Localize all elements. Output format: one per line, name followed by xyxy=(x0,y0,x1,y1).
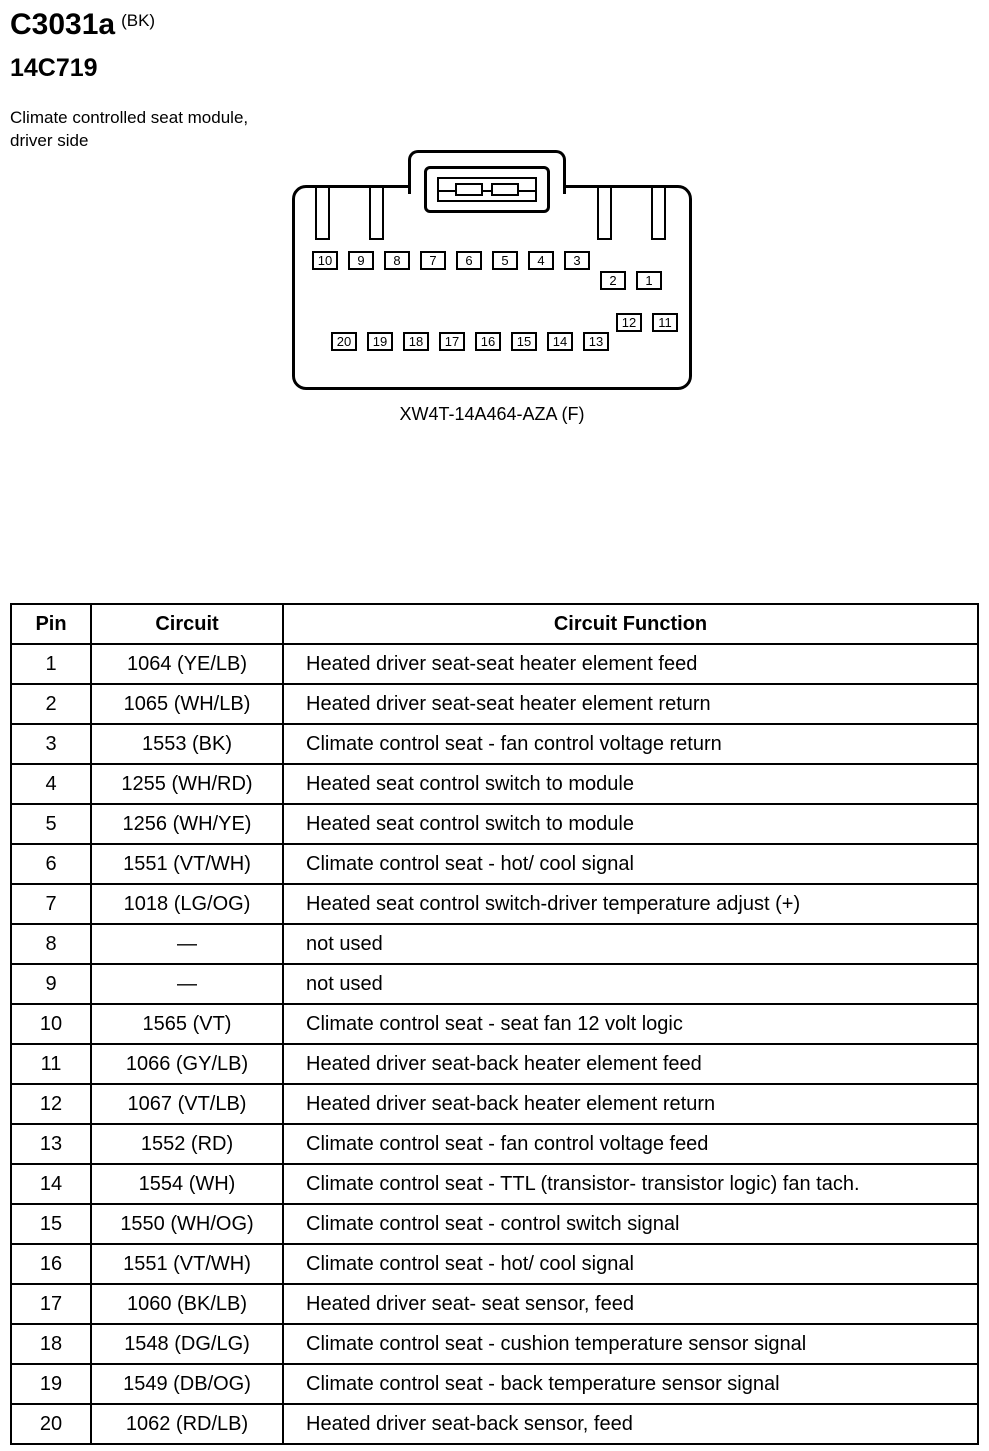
circuit-cell: 1552 (RD) xyxy=(91,1124,283,1164)
table-row xyxy=(11,964,978,1004)
table-row xyxy=(11,884,978,924)
pin-9: 9 xyxy=(348,251,374,270)
pin-cell: 16 xyxy=(11,1244,91,1284)
pin-cell: 14 xyxy=(11,1164,91,1204)
pin-cell: 12 xyxy=(11,1084,91,1124)
pin-10: 10 xyxy=(312,251,338,270)
table-row xyxy=(11,1404,978,1444)
part-number: 14C719 xyxy=(10,54,98,82)
pin-group-bottom-right xyxy=(616,313,678,332)
circuit-cell: 1067 (VT/LB) xyxy=(91,1084,283,1124)
pin-cell: 10 xyxy=(11,1004,91,1044)
pin-5: 5 xyxy=(492,251,518,270)
table-row xyxy=(11,1284,978,1324)
pin-cell: 15 xyxy=(11,1204,91,1244)
circuit-cell: 1066 (GY/LB) xyxy=(91,1044,283,1084)
pin-1: 1 xyxy=(636,271,662,290)
table-row xyxy=(11,1044,978,1084)
pin-16: 16 xyxy=(475,332,501,351)
function-cell: Heated driver seat-seat heater element return xyxy=(283,684,978,724)
pin-cell: 18 xyxy=(11,1324,91,1364)
pin-8: 8 xyxy=(384,251,410,270)
circuit-cell: 1255 (WH/RD) xyxy=(91,764,283,804)
pin-cell: 2 xyxy=(11,684,91,724)
pin-2: 2 xyxy=(600,271,626,290)
circuit-cell: 1065 (WH/LB) xyxy=(91,684,283,724)
pin-15: 15 xyxy=(511,332,537,351)
circuit-cell: — xyxy=(91,964,283,1004)
pin-18: 18 xyxy=(403,332,429,351)
pin-group-top-right xyxy=(600,271,662,290)
function-cell: Climate control seat - control switch signal xyxy=(283,1204,978,1244)
function-cell: not used xyxy=(283,964,978,1004)
connector-id-line xyxy=(10,8,248,42)
table-row xyxy=(11,1324,978,1364)
circuit-cell: 1062 (RD/LB) xyxy=(91,1404,283,1444)
connector-keyway-slot xyxy=(437,177,537,202)
function-cell: Heated seat control switch to module xyxy=(283,764,978,804)
pin-cell: 5 xyxy=(11,804,91,844)
pin-cell: 1 xyxy=(11,644,91,684)
table-row xyxy=(11,1084,978,1124)
header-row xyxy=(11,604,978,644)
table-row xyxy=(11,804,978,844)
function-column-header: Circuit Function xyxy=(283,604,978,644)
pin-19: 19 xyxy=(367,332,393,351)
function-cell: Climate control seat - seat fan 12 volt logic xyxy=(283,1004,978,1044)
function-cell: Heated driver seat-back heater element feed xyxy=(283,1044,978,1084)
connector-color-code: (BK) xyxy=(121,11,156,30)
function-cell: Heated driver seat-back heater element return xyxy=(283,1084,978,1124)
description-line-1: Climate controlled seat module, xyxy=(10,108,249,127)
table-row xyxy=(11,644,978,684)
pin-6: 6 xyxy=(456,251,482,270)
pin-cell: 13 xyxy=(11,1124,91,1164)
circuit-cell: 1549 (DB/OG) xyxy=(91,1364,283,1404)
pin-cell: 3 xyxy=(11,724,91,764)
pinout-table-body xyxy=(11,644,978,1444)
pin-cell: 9 xyxy=(11,964,91,1004)
connector-terminal xyxy=(455,183,483,196)
pin-11: 11 xyxy=(652,313,678,332)
table-row xyxy=(11,844,978,884)
circuit-cell: 1565 (VT) xyxy=(91,1004,283,1044)
function-cell: Heated driver seat-seat heater element feed xyxy=(283,644,978,684)
function-cell: Heated driver seat-back sensor, feed xyxy=(283,1404,978,1444)
pin-20: 20 xyxy=(331,332,357,351)
connector-part-number: XW4T-14A464-AZA (F) xyxy=(399,404,585,424)
circuit-cell: 1551 (VT/WH) xyxy=(91,844,283,884)
pin-17: 17 xyxy=(439,332,465,351)
pin-row-top xyxy=(312,251,590,270)
circuit-cell: — xyxy=(91,924,283,964)
connector-notch xyxy=(369,188,384,240)
pin-column-header: Pin xyxy=(11,604,91,644)
circuit-cell: 1060 (BK/LB) xyxy=(91,1284,283,1324)
page-header xyxy=(10,8,248,153)
table-row xyxy=(11,764,978,804)
function-cell: Heated driver seat- seat sensor, feed xyxy=(283,1284,978,1324)
function-cell: Climate control seat - hot/ cool signal xyxy=(283,844,978,884)
circuit-cell: 1018 (LG/OG) xyxy=(91,884,283,924)
table-row xyxy=(11,1204,978,1244)
function-cell: Climate control seat - fan control voltage return xyxy=(283,724,978,764)
pin-cell: 19 xyxy=(11,1364,91,1404)
table-row xyxy=(11,1124,978,1164)
function-cell: Climate control seat - fan control voltage feed xyxy=(283,1124,978,1164)
table-row xyxy=(11,684,978,724)
pin-cell: 4 xyxy=(11,764,91,804)
circuit-column-header: Circuit xyxy=(91,604,283,644)
description-line-2: driver side xyxy=(10,130,89,150)
pin-4: 4 xyxy=(528,251,554,270)
pin-cell: 8 xyxy=(11,924,91,964)
pinout-table-head xyxy=(11,604,978,644)
connector-id: C3031a xyxy=(10,8,116,41)
circuit-cell: 1554 (WH) xyxy=(91,1164,283,1204)
table-row xyxy=(11,724,978,764)
circuit-cell: 1256 (WH/YE) xyxy=(91,804,283,844)
circuit-cell: 1064 (YE/LB) xyxy=(91,644,283,684)
connector-notch xyxy=(651,188,666,240)
connector-notch xyxy=(597,188,612,240)
pin-row-bottom xyxy=(331,332,609,351)
pin-cell: 11 xyxy=(11,1044,91,1084)
circuit-cell: 1548 (DG/LG) xyxy=(91,1324,283,1364)
function-cell: Climate control seat - back temperature sensor signal xyxy=(283,1364,978,1404)
table-row xyxy=(11,1364,978,1404)
table-row xyxy=(11,1244,978,1284)
connector-description xyxy=(10,107,248,153)
pin-cell: 6 xyxy=(11,844,91,884)
pin-cell: 7 xyxy=(11,884,91,924)
table-row xyxy=(11,924,978,964)
pin-3: 3 xyxy=(564,251,590,270)
function-cell: Climate control seat - TTL (transistor- transistor logic) fan tach. xyxy=(283,1164,978,1204)
function-cell: Climate control seat - cushion temperature sensor signal xyxy=(283,1324,978,1364)
pin-7: 7 xyxy=(420,251,446,270)
function-cell: Climate control seat - hot/ cool signal xyxy=(283,1244,978,1284)
function-cell: Heated seat control switch-driver temperature adjust (+) xyxy=(283,884,978,924)
pin-cell: 17 xyxy=(11,1284,91,1324)
connector-notch xyxy=(315,188,330,240)
circuit-cell: 1551 (VT/WH) xyxy=(91,1244,283,1284)
function-cell: not used xyxy=(283,924,978,964)
table-row xyxy=(11,1004,978,1044)
connector-terminal xyxy=(491,183,519,196)
pin-cell: 20 xyxy=(11,1404,91,1444)
circuit-cell: 1550 (WH/OG) xyxy=(91,1204,283,1244)
pin-12: 12 xyxy=(616,313,642,332)
function-cell: Heated seat control switch to module xyxy=(283,804,978,844)
pinout-table xyxy=(10,603,979,1445)
pin-14: 14 xyxy=(547,332,573,351)
table-row xyxy=(11,1164,978,1204)
pin-13: 13 xyxy=(583,332,609,351)
circuit-cell: 1553 (BK) xyxy=(91,724,283,764)
